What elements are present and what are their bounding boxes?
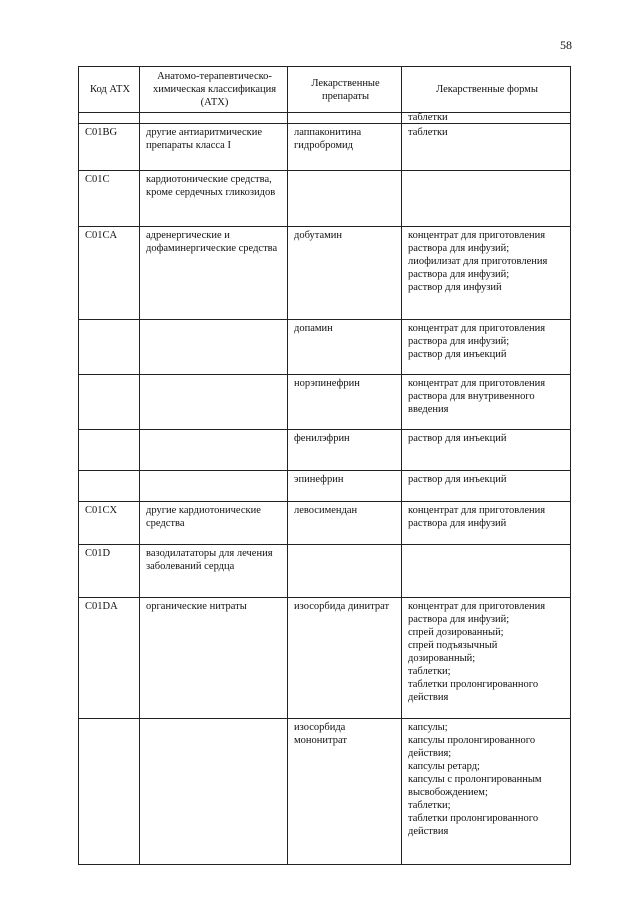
table-row: [79, 113, 571, 124]
classification-cell: органические нитраты: [140, 598, 288, 719]
dosage-forms-cell: концентрат для приготовления раствора для внутривенного введения: [402, 375, 571, 430]
atx-code-cell: C01BG: [79, 124, 140, 171]
header-atx-code: Код АТХ: [79, 67, 140, 113]
classification-cell: адренергические и дофаминергические средства: [140, 227, 288, 320]
header-atx-classification: Анатомо-терапевтическо-химическая классификация (АТХ): [140, 67, 288, 113]
atx-code-cell: C01CA: [79, 227, 140, 320]
drug-cell: [288, 113, 402, 124]
classification-cell: [140, 113, 288, 124]
classification-cell: [140, 719, 288, 865]
dosage-forms-cell: таблетки: [402, 113, 571, 124]
atx-code-cell: C01D: [79, 545, 140, 598]
atx-code-cell: C01DA: [79, 598, 140, 719]
atx-code-cell: [79, 113, 140, 124]
drug-cell: добутамин: [288, 227, 402, 320]
drug-cell: норэпинефрин: [288, 375, 402, 430]
table-row: [79, 545, 571, 598]
table-row: [79, 430, 571, 471]
atx-code-cell: [79, 320, 140, 375]
drug-cell: [288, 545, 402, 598]
classification-cell: [140, 471, 288, 502]
drug-cell: фенилэфрин: [288, 430, 402, 471]
atx-code-cell: [79, 719, 140, 865]
drug-cell: лаппаконитина гидробромид: [288, 124, 402, 171]
drug-cell: левосимендан: [288, 502, 402, 545]
atx-code-cell: C01CX: [79, 502, 140, 545]
atx-code-cell: [79, 430, 140, 471]
header-dosage-forms: Лекарственные формы: [402, 67, 571, 113]
table-row: [79, 598, 571, 719]
dosage-forms-cell: концентрат для приготовления раствора для инфузий; раствор для инъекций: [402, 320, 571, 375]
table-row: [79, 320, 571, 375]
atx-code-cell: C01C: [79, 171, 140, 227]
dosage-forms-cell: таблетки: [402, 124, 571, 171]
header-drugs: Лекарственные препараты: [288, 67, 402, 113]
dosage-forms-cell: раствор для инъекций: [402, 430, 571, 471]
atx-code-cell: [79, 471, 140, 502]
atx-table: [78, 66, 571, 865]
classification-cell: [140, 375, 288, 430]
table-row: [79, 719, 571, 865]
page-number: 58: [560, 38, 572, 52]
classification-cell: [140, 430, 288, 471]
drug-cell: [288, 171, 402, 227]
dosage-forms-cell: раствор для инъекций: [402, 471, 571, 502]
classification-cell: другие кардиотонические средства: [140, 502, 288, 545]
table-row: [79, 227, 571, 320]
atx-code-cell: [79, 375, 140, 430]
table-row: [79, 471, 571, 502]
drug-cell: допамин: [288, 320, 402, 375]
table-row: [79, 502, 571, 545]
dosage-forms-cell: капсулы; капсулы пролонгированного действия; капсулы ретард; капсулы с пролонгированным высвобождением; таблетки; таблетки пролонгированного действия: [402, 719, 571, 865]
table-row: [79, 171, 571, 227]
dosage-forms-cell: [402, 545, 571, 598]
dosage-forms-cell: концентрат для приготовления раствора для инфузий; спрей дозированный; спрей подъязычный дозированный; таблетки; таблетки пролонгированного действия: [402, 598, 571, 719]
classification-cell: другие антиаритмические препараты класса I: [140, 124, 288, 171]
drug-cell: изосорбида мононитрат: [288, 719, 402, 865]
drug-cell: эпинефрин: [288, 471, 402, 502]
table-header-row: [79, 67, 571, 113]
table-row: [79, 124, 571, 171]
classification-cell: кардиотонические средства, кроме сердечных гликозидов: [140, 171, 288, 227]
dosage-forms-cell: концентрат для приготовления раствора для инфузий; лиофилизат для приготовления раствора для инфузий; раствор для инфузий: [402, 227, 571, 320]
drug-cell: изосорбида динитрат: [288, 598, 402, 719]
table-row: [79, 375, 571, 430]
dosage-forms-cell: [402, 171, 571, 227]
classification-cell: [140, 320, 288, 375]
dosage-forms-cell: концентрат для приготовления раствора для инфузий: [402, 502, 571, 545]
classification-cell: вазодилататоры для лечения заболеваний сердца: [140, 545, 288, 598]
